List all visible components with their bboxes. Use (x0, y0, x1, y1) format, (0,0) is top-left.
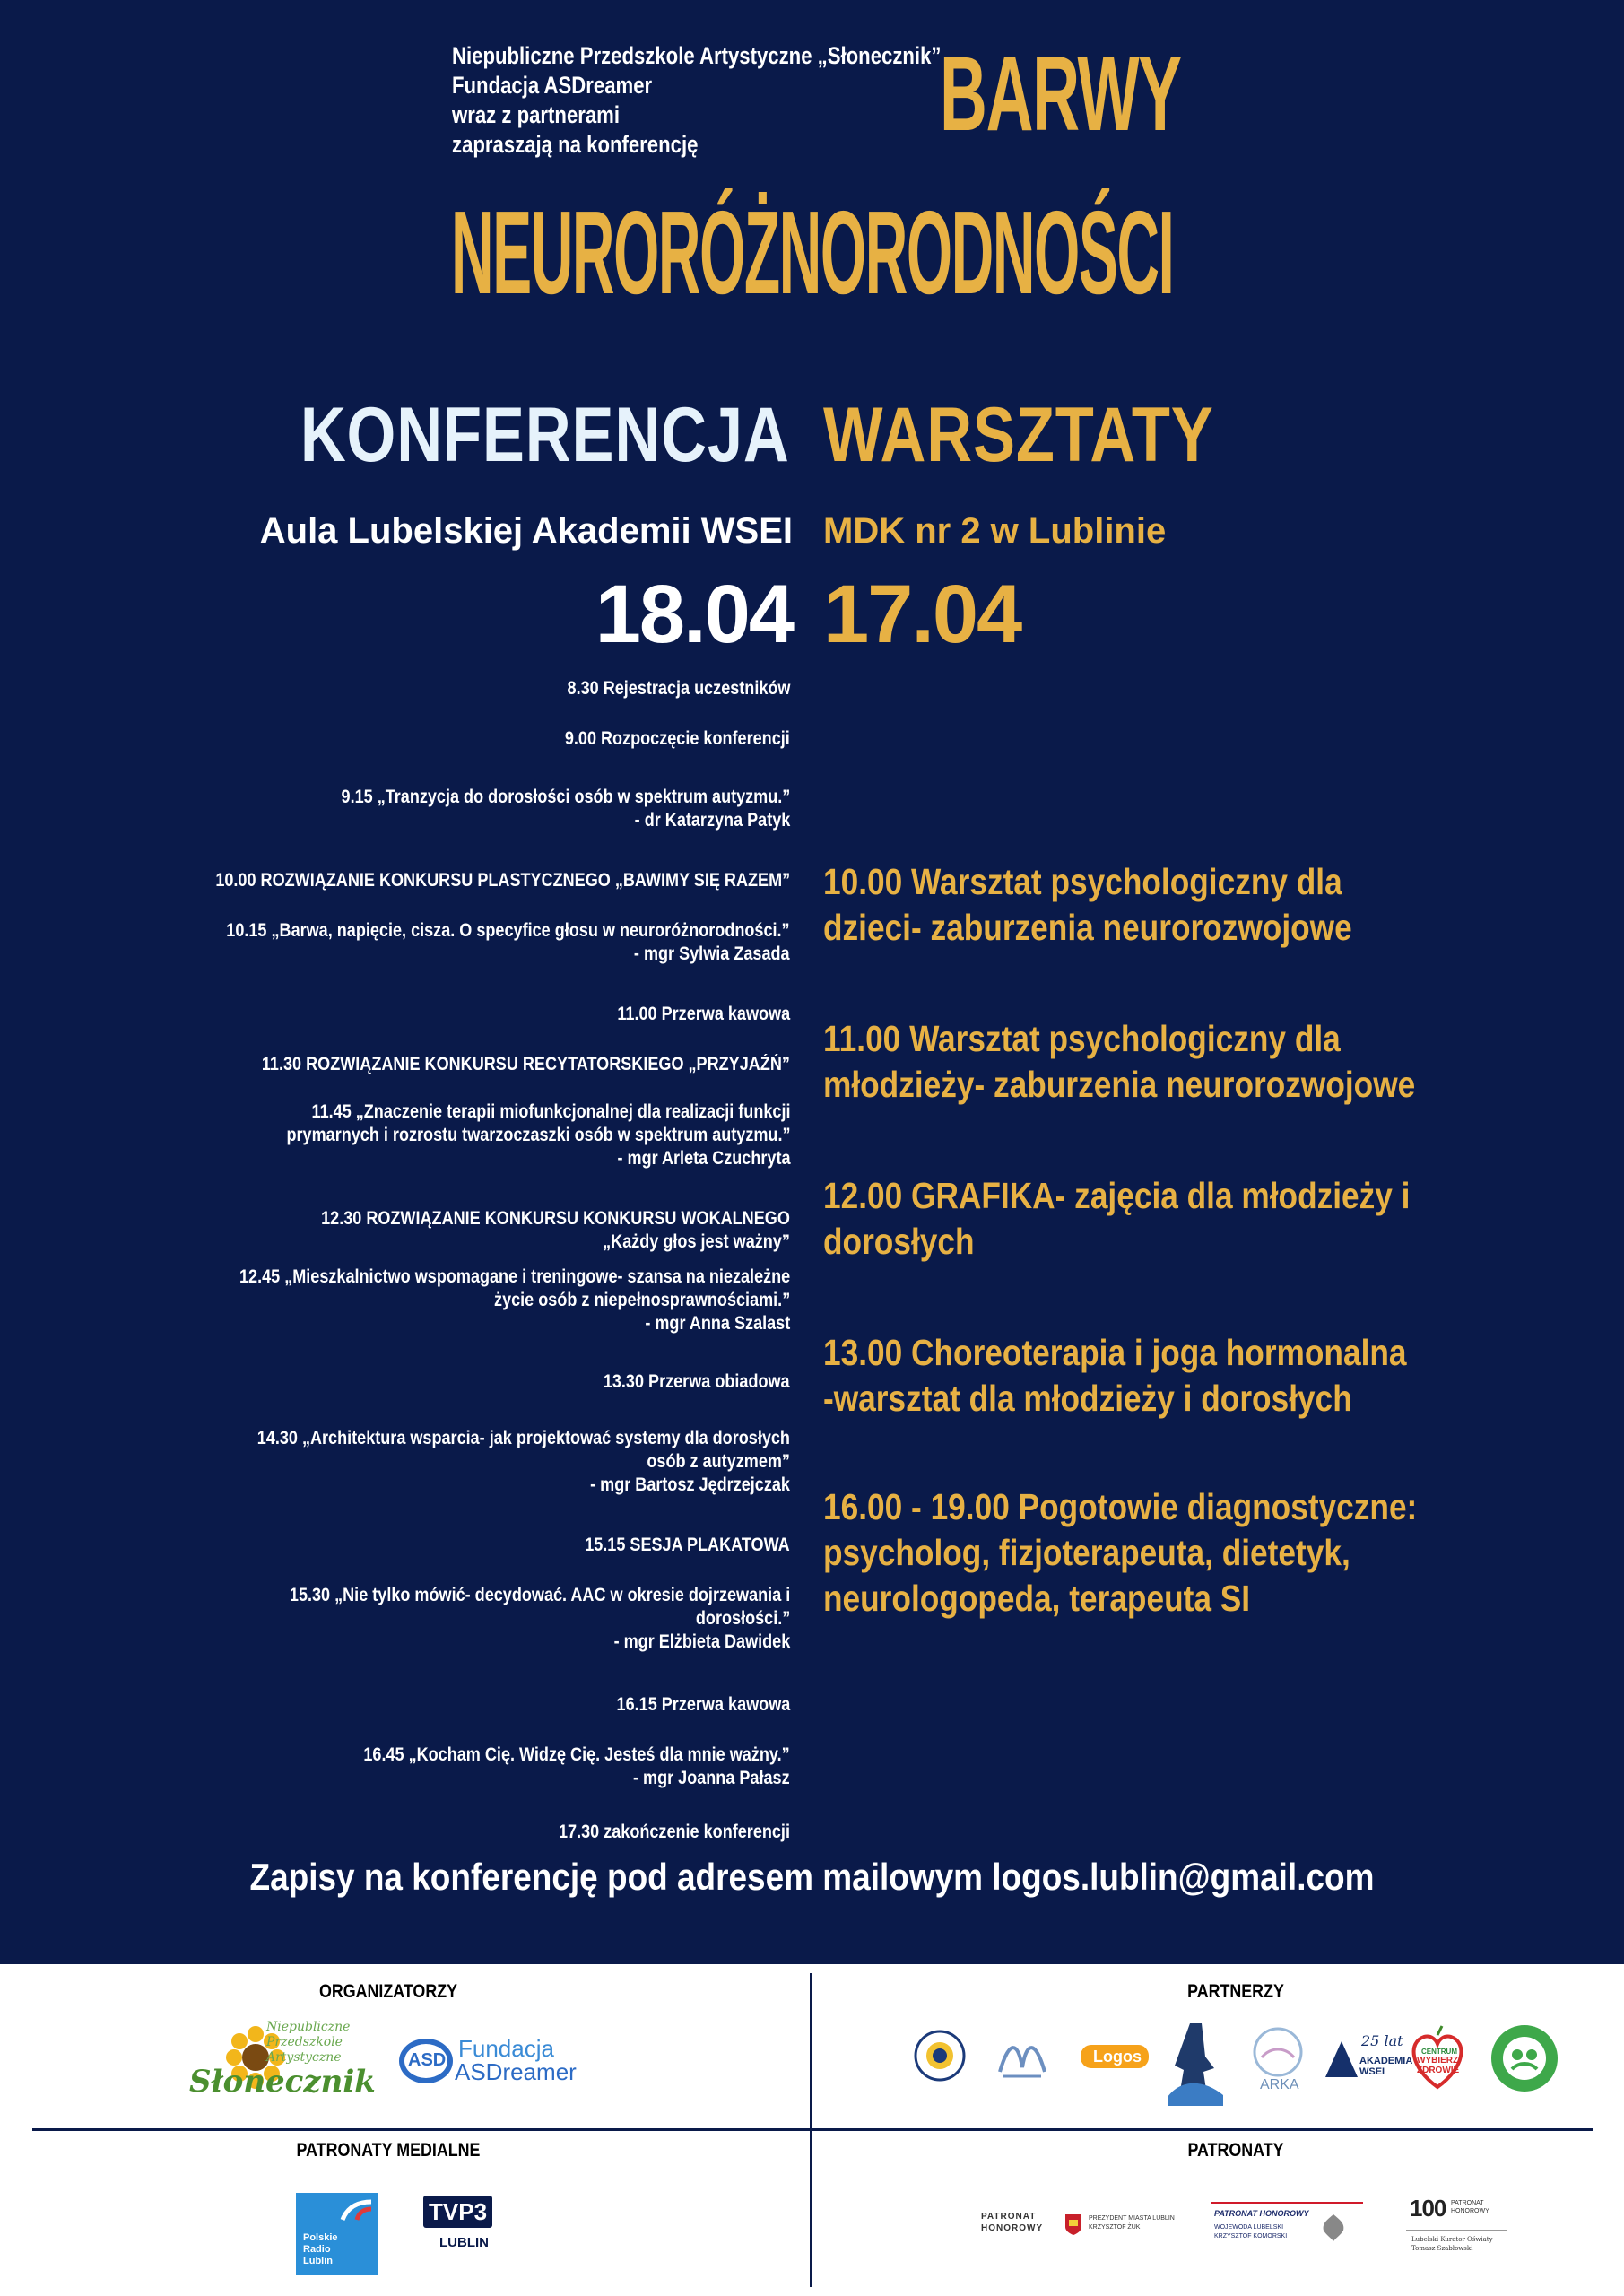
program-line: 11.00 Przerwa kawowa (617, 1004, 790, 1024)
program-item (239, 1265, 790, 1335)
workshop-item (823, 1330, 1407, 1422)
slonecznik-subtitle-line: Artystyczne (266, 2050, 342, 2065)
workshop-line: 11.00 Warsztat psychologiczny dla (823, 1018, 1341, 1059)
workshop-line: dzieci- zaburzenia neurorozwojowe (823, 907, 1352, 948)
program-item (617, 1003, 790, 1026)
patronat-line: PATRONAT (981, 2212, 1037, 2222)
asdreamer-logo (397, 2034, 604, 2088)
program-line: - mgr Elżbieta Dawidek (613, 1631, 790, 1652)
statue-icon (1159, 2016, 1230, 2115)
program-line: - mgr Arleta Czuchryta (616, 1148, 790, 1169)
kurator-line (1406, 2230, 1507, 2231)
program-item (567, 677, 790, 700)
radio-name-line: Lublin (303, 2256, 333, 2266)
workshop-item (823, 1016, 1415, 1108)
title-neuroroznorodnosci: NEURORÓŻNORODNOŚCI (451, 187, 1174, 318)
program-item (559, 1821, 790, 1844)
wsei-anniversary: 25 lat (1361, 2032, 1403, 2049)
organizatorzy-heading: ORGANIZATORZY (318, 1981, 458, 2002)
workshop-line: 10.00 Warsztat psychologiczny dla (823, 861, 1342, 902)
wsei-name: AKADEMIA WSEI (1359, 2056, 1412, 2077)
program-line: życie osób z niepełnosprawnościami.” (493, 1290, 790, 1310)
tvp3-city: LUBLIN (439, 2235, 489, 2250)
program-item (565, 727, 790, 751)
partner-logo-2 (991, 2031, 1054, 2085)
workshop-line: psycholog, fizjoterapeuta, dietetyk, (823, 1532, 1350, 1573)
program-item (364, 1744, 790, 1790)
kurator-line: Lubelski Kurator Oświaty (1411, 2236, 1493, 2243)
title-barwy: BARWY (940, 35, 1181, 153)
program-line: 16.15 Przerwa kawowa (616, 1694, 790, 1715)
program-line: osób z autyzmem” (647, 1451, 790, 1472)
intro-line: zapraszają na konferencję (452, 131, 699, 158)
konferencja-venue: Aula Lubelskiej Akademii WSEI (259, 511, 793, 551)
program-item (227, 919, 790, 966)
workshop-item (823, 859, 1352, 951)
kurator-name (1411, 2235, 1493, 2253)
program-line: 12.30 ROZWIĄZANIE KONKURSU KONKURSU WOKALNEGO (321, 1208, 790, 1229)
konferencja-date: 18.04 (595, 569, 793, 660)
program-line: - mgr Joanna Pałasz (633, 1768, 790, 1788)
logos-partner-logo (1081, 2043, 1152, 2074)
program-line: - mgr Bartosz Jędrzejczak (590, 1474, 790, 1495)
kurator-100: 100 (1410, 2195, 1446, 2222)
program-item (341, 786, 790, 832)
wybierz-zdrowie-logo (1406, 2022, 1469, 2094)
slonecznik-subtitle (266, 2020, 350, 2066)
asd-badge-text: ASD (408, 2050, 447, 2070)
warsztaty-date: 17.04 (823, 569, 1021, 660)
intro-text (452, 41, 941, 160)
arka-circle-icon (1249, 2025, 1307, 2079)
program-line: 10.00 ROZWIĄZANIE KONKURSU PLASTYCZNEGO „BAWIMY SIĘ RAZEM” (215, 870, 790, 891)
program-line: dorosłości.” (695, 1608, 790, 1629)
wings-icon (991, 2031, 1054, 2085)
warsztaty-heading: WARSZTATY (823, 392, 1214, 478)
intro-line: Fundacja ASDreamer (452, 72, 653, 99)
konferencja-heading: KONFERENCJA (300, 392, 790, 478)
partner-logo-1 (913, 2029, 967, 2083)
kurator-patronat (1451, 2199, 1489, 2215)
workshop-item (823, 1173, 1410, 1265)
workshop-line: 16.00 - 19.00 Pogotowie diagnostyczne: (823, 1486, 1418, 1527)
workshop-line: młodzieży- zaburzenia neurorozwojowe (823, 1064, 1416, 1105)
radio-name-line: Polskie (303, 2232, 338, 2243)
patronat-wojewoda (1211, 2202, 1368, 2256)
radio-name (303, 2232, 338, 2267)
centrum-label: CENTRUM (1421, 2048, 1457, 2056)
program-line: 15.30 „Nie tylko mówić- decydować. AAC w okresie dojrzewania i (289, 1585, 790, 1605)
arka-logo (1249, 2025, 1307, 2097)
wojewoda-line: WOJEWODA LUBELSKI (1214, 2224, 1284, 2231)
arka-wordmark: ARKA (1260, 2077, 1299, 2092)
workshop-line: 12.00 GRAFIKA- zajęcia dla młodzieży i (823, 1175, 1411, 1216)
program-line: - dr Katarzyna Patyk (634, 810, 790, 831)
slonecznik-subtitle-line: Niepubliczne (266, 2020, 351, 2034)
wojewoda-name (1214, 2223, 1287, 2241)
registration-note (0, 1855, 1624, 1900)
green-circle-icon (1489, 2022, 1560, 2094)
program-line: 11.30 ROZWIĄZANIE KONKURSU RECYTATORSKIEGO „PRZYJAŹŃ” (261, 1054, 790, 1074)
program-item (585, 1534, 790, 1557)
radio-name-line: Radio (303, 2244, 331, 2255)
workshop-line: dorosłych (823, 1221, 975, 1262)
program-item (616, 1693, 790, 1717)
registration-text: Zapisy na konferencję pod adresem mailowym logos.lublin@gmail.com (249, 1856, 1375, 1898)
asdreamer-line1: Fundacja (458, 2035, 554, 2062)
program-line: 10.15 „Barwa, napięcie, cisza. O specyfice głosu w neuroróżnorodności.” (226, 920, 790, 941)
tvp3-badge: TVP3 (423, 2196, 492, 2228)
program-line: 14.30 „Architektura wsparcia- jak projektować systemy dla dorosłych (256, 1428, 790, 1448)
zdrowie-label: ZDROWIE (1417, 2066, 1460, 2075)
tvp3-lublin-logo (421, 2196, 511, 2258)
program-item (215, 869, 790, 892)
patronaty-medialne-heading: PATRONATY MEDIALNE (296, 2140, 481, 2161)
program-item (257, 1427, 790, 1497)
polskie-radio-lublin-logo (296, 2193, 378, 2275)
program-line: 12.45 „Mieszkalnictwo wspomagane i treningowe- szansa na niezależne (239, 1266, 790, 1287)
program-line: 9.15 „Tranzycja do dorosłości osób w spektrum autyzmu.” (341, 787, 790, 807)
program-line: 9.00 Rozpoczęcie konferencji (565, 728, 790, 749)
program-item (604, 1370, 790, 1394)
circle-emblem-icon (913, 2029, 967, 2083)
eagle-crest-icon (1320, 2213, 1347, 2243)
partner-logo-green (1489, 2022, 1560, 2094)
wsei-logo (1324, 2032, 1412, 2086)
prezydent-line: KRZYSZTOF ŻUK (1089, 2224, 1141, 2231)
radio-wave-icon (339, 2196, 375, 2223)
program-line: - mgr Sylwia Zasada (634, 944, 790, 964)
slonecznik-logo (184, 2020, 381, 2100)
program-item (262, 1053, 790, 1076)
prezydent-line: PREZYDENT MIASTA LUBLIN (1089, 2215, 1175, 2222)
slonecznik-wordmark: Słonecznik (189, 2064, 376, 2100)
kurator-line: Tomasz Szabłowski (1411, 2245, 1473, 2252)
program-line: 15.15 SESJA PLAKATOWA (585, 1535, 790, 1555)
program-item (290, 1584, 790, 1654)
warsztaty-venue: MDK nr 2 w Lublinie (823, 511, 1167, 551)
wojewoda-title: PATRONAT HONOROWY (1214, 2209, 1309, 2218)
workshop-line: 13.00 Choreoterapia i joga hormonalna (823, 1332, 1407, 1373)
patronat-kurator (1406, 2196, 1514, 2267)
prezydent-name (1089, 2214, 1175, 2232)
workshop-line: -warsztat dla młodzieży i dorosłych (823, 1378, 1352, 1419)
wojewoda-line: KRZYSZTOF KOMORSKI (1214, 2233, 1288, 2239)
program-item (286, 1100, 790, 1170)
program-line: 13.30 Przerwa obiadowa (604, 1371, 790, 1392)
slonecznik-subtitle-line: Przedszkole (266, 2035, 343, 2049)
program-line: 17.30 zakończenie konferencji (559, 1822, 790, 1842)
patronat-line: HONOROWY (981, 2223, 1044, 2233)
wybierz-label: WYBIERZ (1417, 2056, 1459, 2066)
patronat-prezydent (981, 2211, 1178, 2247)
program-line: prymarnych i rozrostu twarzoczaszki osób w spektrum autyzmu.” (285, 1125, 790, 1145)
workshop-line: neurologopeda, terapeuta SI (823, 1578, 1251, 1619)
wsei-triangle-icon (1324, 2039, 1359, 2079)
logos-wordmark: Logos (1093, 2048, 1142, 2066)
patronat-honorowy-label (981, 2211, 1043, 2234)
wojewoda-red-line (1211, 2202, 1363, 2204)
kurator-patronat-line: PATRONAT (1451, 2200, 1484, 2206)
program-line: 8.30 Rejestracja uczestników (567, 678, 790, 699)
footer-divider-horizontal (32, 2128, 1593, 2131)
program-line: „Każdy głos jest ważny” (603, 1231, 790, 1252)
asdreamer-line2: ASDreamer (455, 2058, 577, 2085)
kurator-patronat-line: HONOROWY (1451, 2208, 1489, 2214)
partner-logo-statue (1159, 2016, 1230, 2115)
program-item (321, 1207, 790, 1254)
program-line: 11.45 „Znaczenie terapii miofunkcjonalnej dla realizacji funkcji (311, 1101, 790, 1122)
patronaty-heading: PATRONATY (1187, 2140, 1284, 2161)
lublin-crest-icon (1064, 2213, 1083, 2236)
workshop-item (823, 1484, 1417, 1622)
program-line: - mgr Anna Szalast (645, 1313, 790, 1334)
program-line: 16.45 „Kocham Cię. Widzę Cię. Jesteś dla mnie ważny.” (363, 1744, 790, 1765)
partnerzy-heading: PARTNERZY (1187, 1981, 1284, 2002)
intro-line: wraz z partnerami (452, 101, 621, 128)
intro-line: Niepubliczne Przedszkole Artystyczne „Słonecznik” (452, 42, 942, 69)
